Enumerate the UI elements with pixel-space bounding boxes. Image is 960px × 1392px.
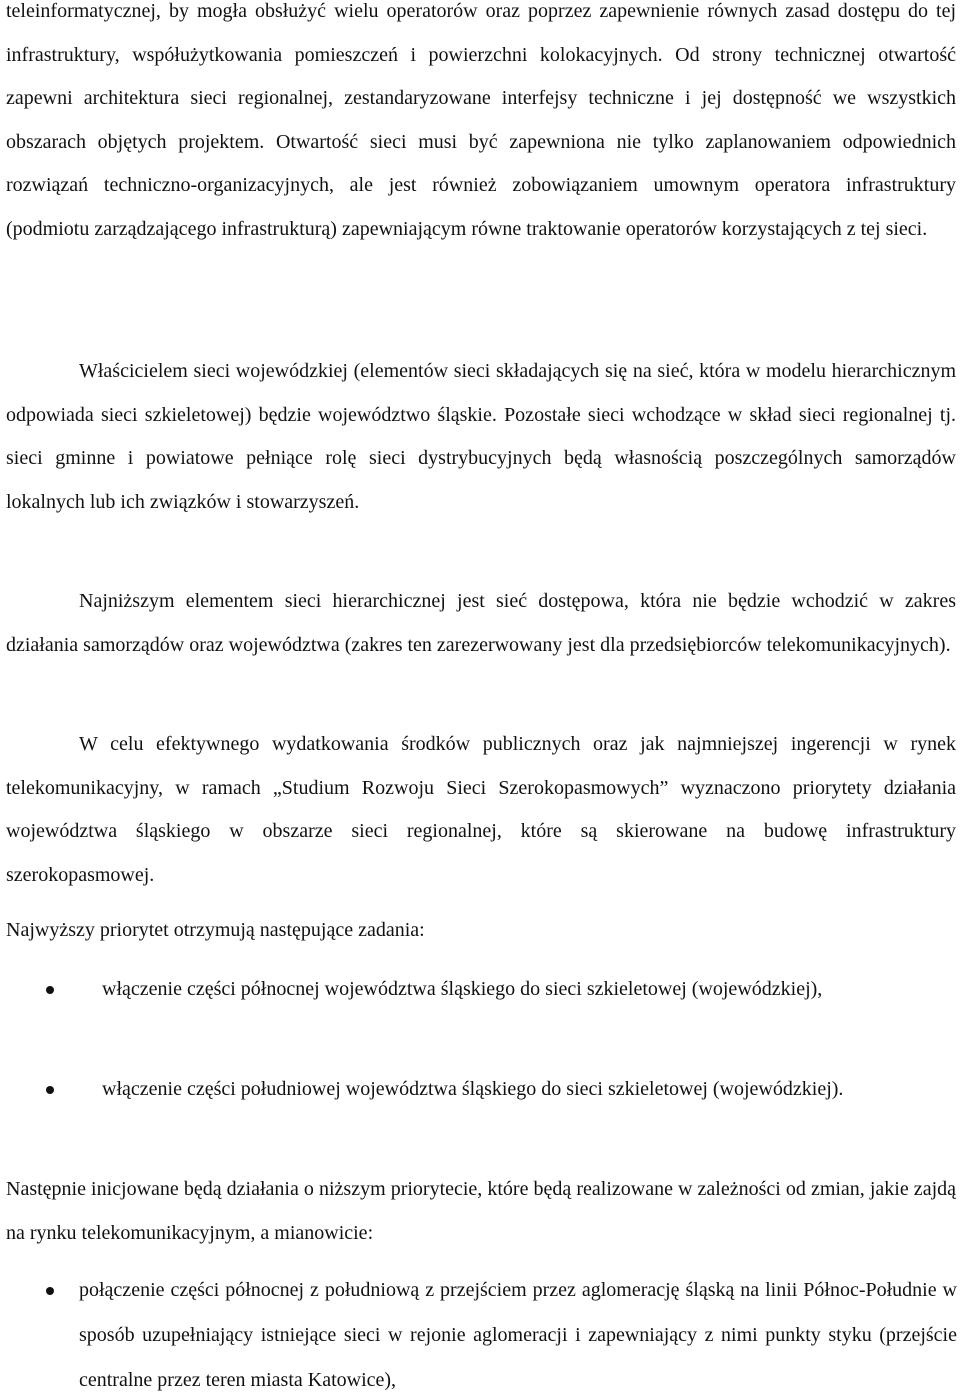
paragraph-priorities: W celu efektywnego wydatkowania środków publicznych oraz jak najmniejszej ingerencji w rynek telekomunikacyjny, w ramach „Studium Rozwoju Sieci Szerokopasmowych” wyznaczono priorytety działania województwa śląskiego w obszarze sieci regionalnej, które są skierowane na budowę infrastruktury szerokopasmowej. [6, 733, 956, 886]
paragraph-high-priority-intro: Najwyższy priorytet otrzymują następujące zadania: [6, 919, 425, 941]
list-item: włączenie części północnej województwa śląskiego do sieci szkieletowej (wojewódzkiej), [102, 978, 823, 1000]
paragraph-open-access: teleinformatycznej, by mogła obsłużyć wielu operatorów oraz poprzez zapewnienie równych zasad dostępu do tej infrastruktury, współużytkowania pomieszczeń i powierzchni kolokacyjnych. Od strony technicznej otwartość zapewni architektura sieci regionalnej, zestandaryzowane interfejsy techniczne i jej dostępność we wszystkich obszarach objętych projektem. Otwartość sieci musi być zapewniona nie tylko zaplanowaniem odpowiednich rozwiązań techniczno-organizacyjnych, ale jest również zobowiązaniem umownym operatora infrastruktury (podmiotu zarządzającego infrastrukturą) zapewniającym równe traktowanie operatorów korzystających z tej sieci. [6, 0, 956, 240]
list-item: włączenie części południowej województwa śląskiego do sieci szkieletowej (wojewódzkiej). [102, 1078, 844, 1100]
bullet-icon [46, 1287, 54, 1295]
list-item: połączenie części północnej z południową z przejściem przez aglomerację śląską na linii Północ-Południe w sposób uzupełniający istniejące sieci w rejonie aglomeracji i zapewniający z nimi punkty styku (przejście centralne przez teren miasta Katowice), [79, 1279, 957, 1391]
bullet-icon [46, 986, 54, 994]
bullet-icon [46, 1086, 54, 1094]
paragraph-lower-priority-intro: Następnie inicjowane będą działania o niższym priorytecie, które będą realizowane w zależności od zmian, jakie zajdą na rynku telekomunikacyjnym, a mianowicie: [6, 1178, 956, 1244]
paragraph-network-ownership: Właścicielem sieci wojewódzkiej (elementów sieci składających się na sieć, która w modelu hierarchicznym odpowiada sieci szkieletowej) będzie województwo śląskie. Pozostałe sieci wchodzące w skład sieci regionalnej tj. sieci gminne i powiatowe pełniące rolę sieci dystrybucyjnych będą własnością poszczególnych samorządów lokalnych lub ich związków i stowarzyszeń. [6, 360, 956, 513]
paragraph-access-network: Najniższym elementem sieci hierarchicznej jest sieć dostępowa, która nie będzie wchodzić w zakres działania samorządów oraz województwa (zakres ten zarezerwowany jest dla przedsiębiorców telekomunikacyjnych). [6, 590, 956, 656]
